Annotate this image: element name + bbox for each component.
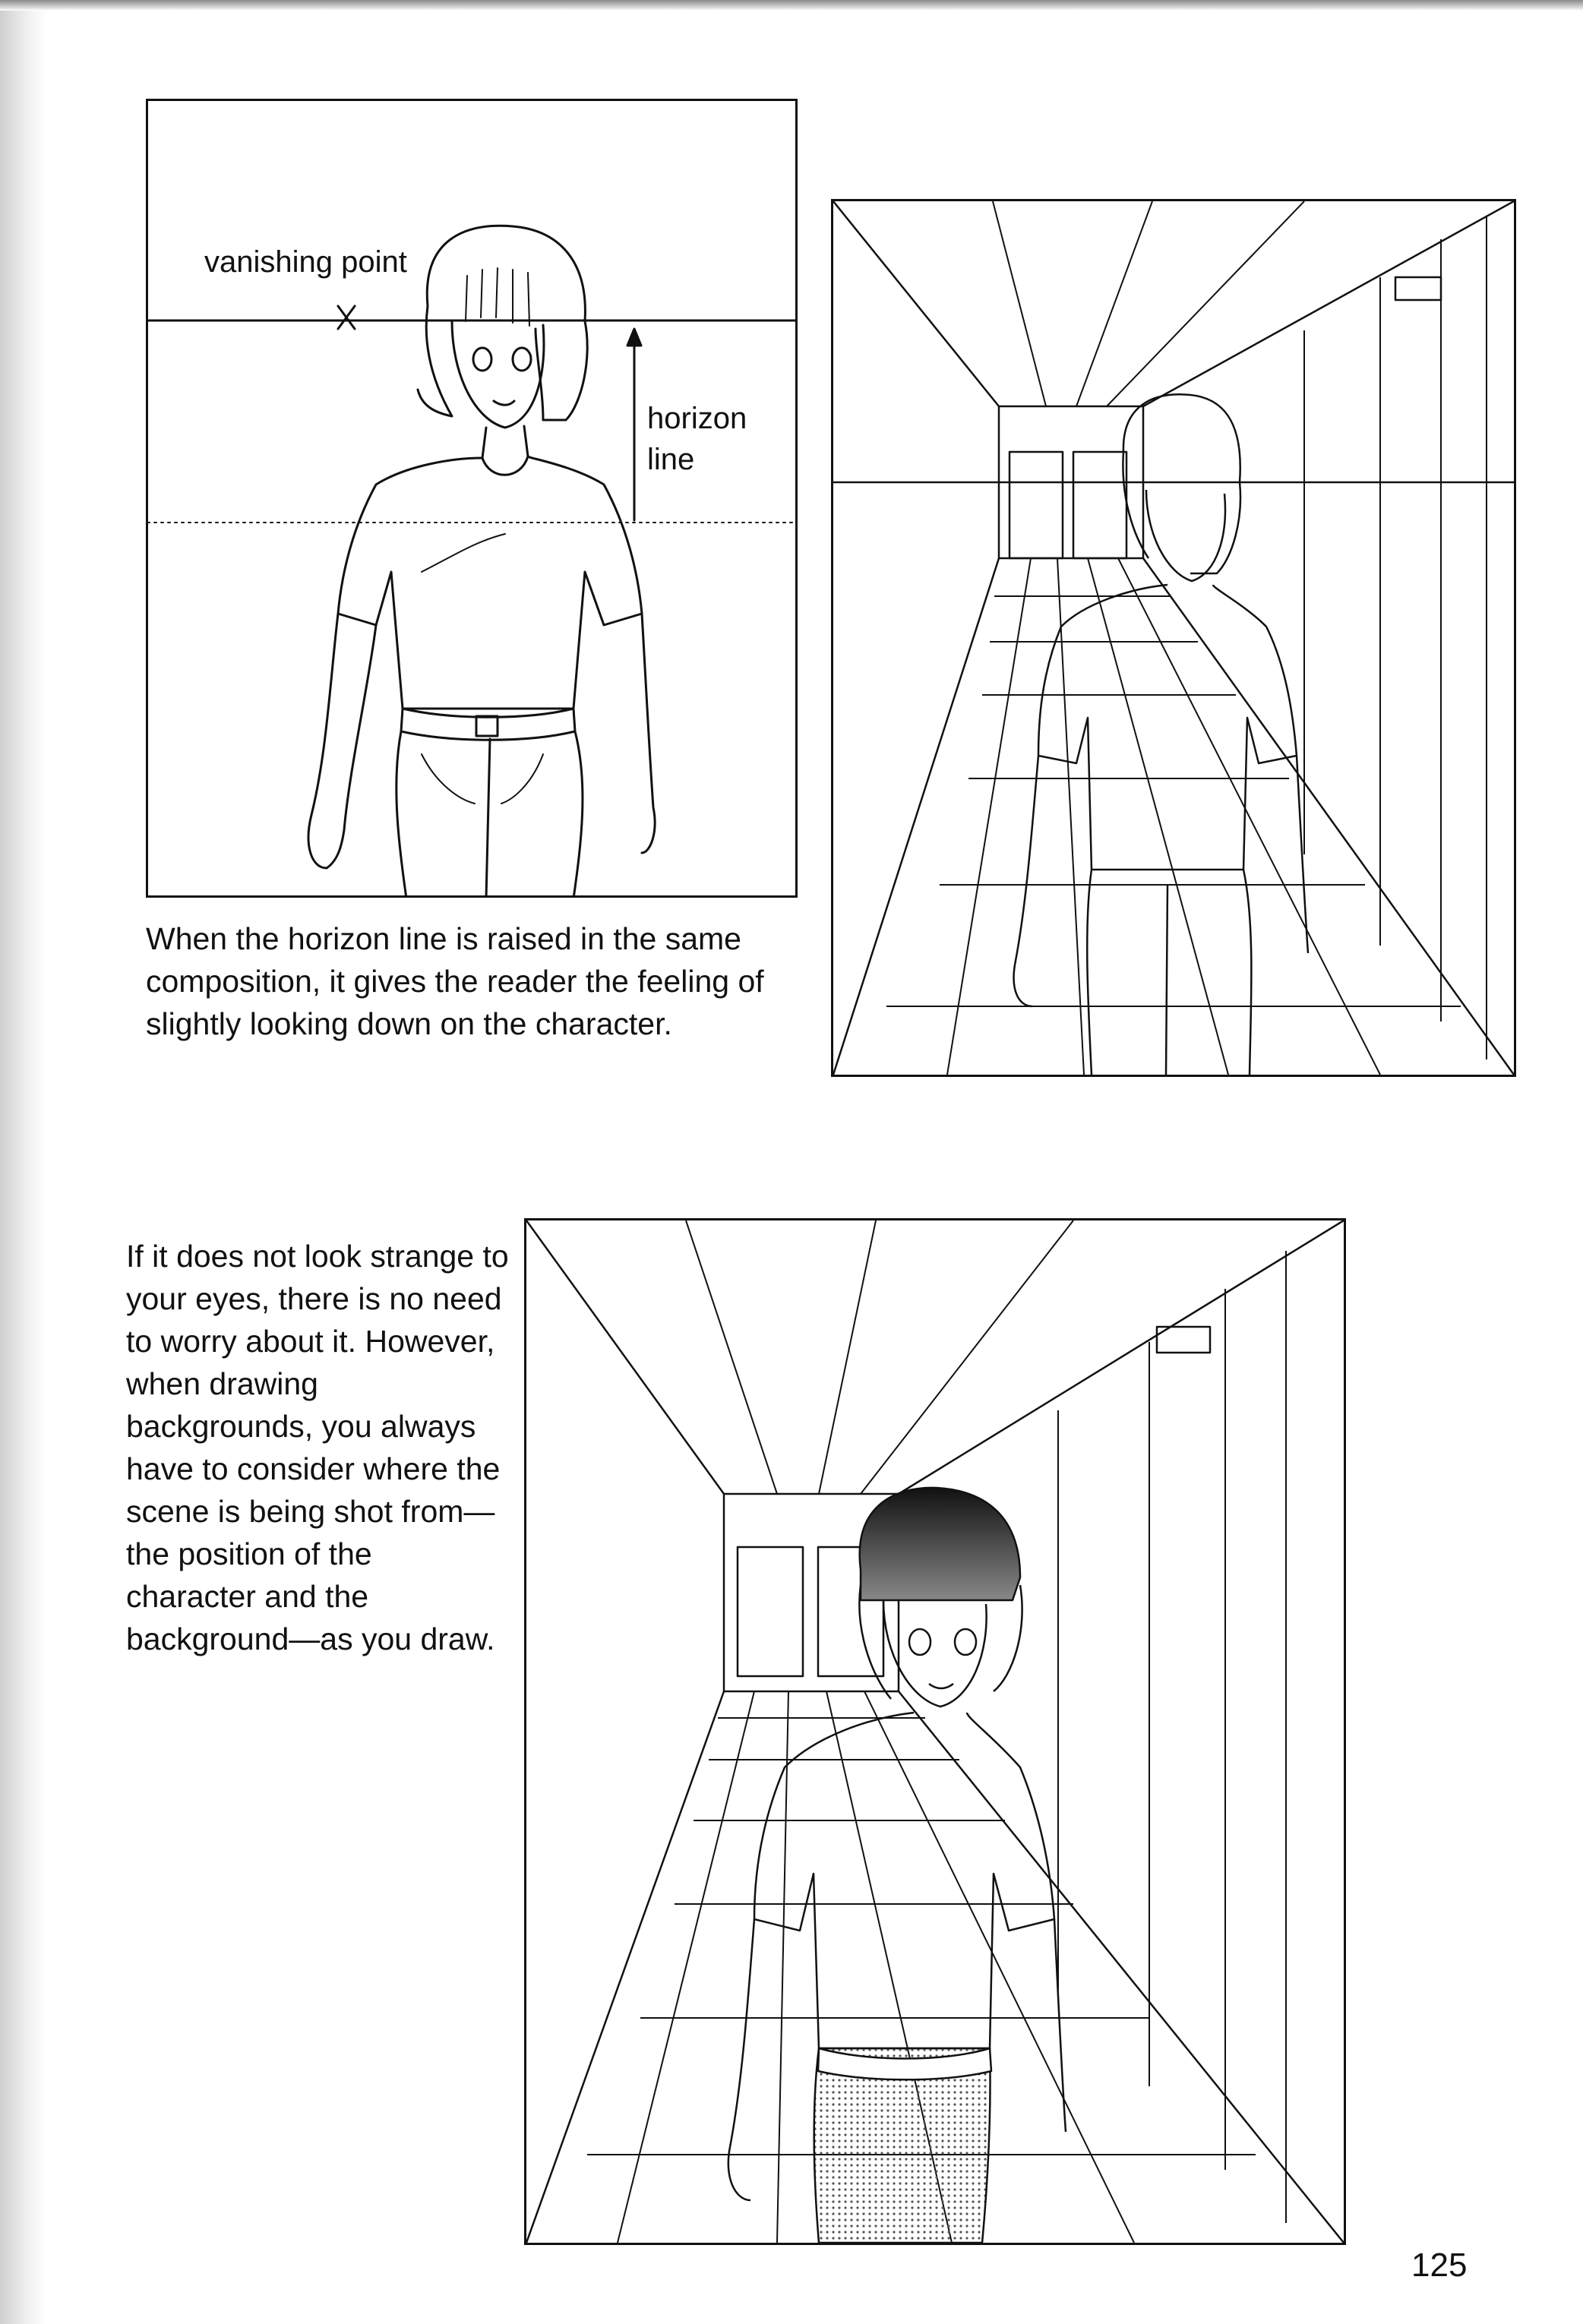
face-outline: [452, 321, 544, 428]
caption-background-advice: If it does not look strange to your eyes, there is no need to worry about it. However, when drawing backgrounds, you always have to consider where the scene is being shot from—the position of the character and the background—as you draw.: [126, 1239, 509, 1656]
figure-hair-toned: [860, 1488, 1020, 1600]
horizon-label-line2: line: [647, 443, 695, 476]
figure-shirt-toned: [754, 1713, 1054, 2048]
left-arm: [308, 614, 376, 868]
vanishing-point-label: vanishing point: [204, 245, 407, 279]
figure-hair: [1123, 394, 1240, 573]
figure-shirt: [1038, 585, 1297, 870]
corridor-toned-illustration: [526, 1220, 1344, 2243]
page-number: 125: [1411, 2247, 1468, 2284]
figure-jeans: [1087, 870, 1251, 1075]
page-gutter-shadow: [0, 0, 47, 2324]
right-arm: [642, 614, 655, 853]
arrow-head: [627, 329, 641, 346]
caption-raised-horizon: When the horizon line is raised in the same composition, it gives the reader the feeling of slightly looking down on the character.: [146, 921, 764, 1041]
panel-corridor-toned: [524, 1218, 1346, 2245]
horizon-label-line1: horizon: [647, 402, 747, 435]
panel-corridor-lineart: [831, 199, 1516, 1077]
figure-illustration: [148, 101, 795, 895]
scan-edge-shadow: [0, 0, 1583, 11]
shirt-outline: [338, 456, 642, 709]
jeans-outline: [397, 731, 583, 895]
panel-figure-horizon: [146, 99, 798, 898]
hair-outline: [418, 226, 587, 420]
corridor-illustration: [833, 201, 1514, 1075]
